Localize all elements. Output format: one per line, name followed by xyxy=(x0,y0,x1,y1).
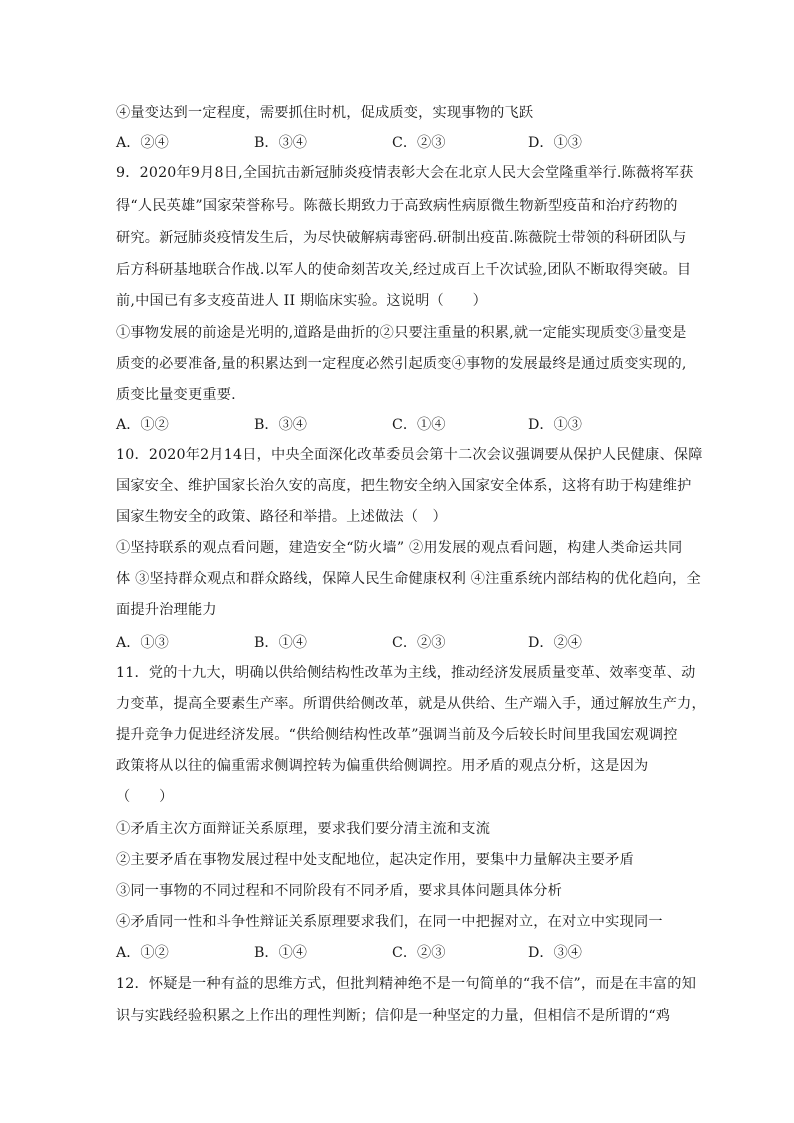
q9-option-a[interactable]: A．①② xyxy=(116,417,169,433)
q8-option-a[interactable]: A．②④ xyxy=(116,135,169,151)
q11-stem-line: 政策将从以往的偏重需求侧调控转为偏重供给侧调控。用矛盾的观点分析，这是因为 xyxy=(116,758,649,774)
q11-statement-1: ①矛盾主次方面辩证关系原理，要求我们要分清主流和支流 xyxy=(116,821,491,837)
q10-option-d[interactable]: D．②④ xyxy=(528,635,582,651)
q10-options xyxy=(116,633,676,653)
q9-stem-line: 9．2020年9月8日,全国抗击新冠肺炎疫情表彰大会在北京人民大会堂隆重举行.陈薇将军获 xyxy=(116,165,694,181)
q11-option-d[interactable]: D．③④ xyxy=(528,945,582,961)
q10-stem-line: 国家生物安全的政策、路径和举措。上述做法（ ） xyxy=(116,509,447,525)
q10-option-b[interactable]: B．①④ xyxy=(254,635,307,651)
q11-option-a[interactable]: A．①② xyxy=(116,945,169,961)
q8-option-c[interactable]: C．②③ xyxy=(392,135,446,151)
q8-options xyxy=(116,133,676,153)
q11-options xyxy=(116,943,676,963)
q12-stem-line: 12．怀疑是一种有益的思维方式，但批判精神绝不是一句简单的“我不信”，而是在丰富的知 xyxy=(116,976,697,992)
q8-statement-4: ④量变达到一定程度，需要抓住时机，促成质变，实现事物的飞跃 xyxy=(116,105,534,121)
q9-statement-line: 质变比量变更重要. xyxy=(116,387,236,403)
q9-stem-line: 前,中国已有多支疫苗进人 II 期临床实验。这说明（ ） xyxy=(116,293,488,309)
q9-stem-line: 研究。新冠肺炎疫情发生后，为尽快破解病毒密码.研制出疫苗.陈薇院士带领的科研团队与 xyxy=(116,230,687,246)
q11-answer-blank: （ ） xyxy=(116,789,174,805)
q9-stem-line: 得“人民英雄”国家荣誉称号。陈薇长期致力于高致病性病原微生物新型疫苗和治疗药物的 xyxy=(116,198,678,214)
q9-options xyxy=(116,415,676,435)
q9-statement-line: ①事物发展的前途是光明的,道路是曲折的②只要注重量的积累,就一定能实现质变③量变是 xyxy=(116,325,687,341)
q9-stem-line: 后方科研基地联合作战.以军人的使命刻苦攻关,经过成百上千次试验,团队不断取得突破。目 xyxy=(116,262,692,278)
q11-option-b[interactable]: B．①④ xyxy=(254,945,307,961)
q9-option-d[interactable]: D．①③ xyxy=(528,417,582,433)
q8-option-d[interactable]: D．①③ xyxy=(528,135,582,151)
q10-option-a[interactable]: A．①③ xyxy=(116,635,169,651)
q10-stem-line: 10．2020年2月14日，中央全面深化改革委员会第十二次会议强调要从保护人民健康、保障 xyxy=(116,447,703,463)
q11-statement-4: ④矛盾同一性和斗争性辩证关系原理要求我们，在同一中把握对立，在对立中实现同一 xyxy=(116,914,663,930)
q9-option-b[interactable]: B．③④ xyxy=(254,417,307,433)
q10-statement-line: 面提升治理能力 xyxy=(116,602,217,618)
q10-option-c[interactable]: C．②③ xyxy=(392,635,446,651)
q11-statement-3: ③同一事物的不同过程和不同阶段有不同矛盾，要求具体问题具体分析 xyxy=(116,883,563,899)
q10-stem-line: 国家安全、维护国家长治久安的高度，把生物安全纳入国家安全体系，这将有助于构建维护 xyxy=(116,478,692,494)
q11-stem-line: 11．党的十九大，明确以供给侧结构性改革为主线，推动经济发展质量变革、效率变革、动 xyxy=(116,665,696,681)
q11-stem-line: 力变革，提高全要素生产率。所谓供给侧改革，就是从供给、生产端入手，通过解放生产力， xyxy=(116,696,706,712)
q11-statement-2: ②主要矛盾在事物发展过程中处支配地位，起决定作用，要集中力量解决主要矛盾 xyxy=(116,852,634,868)
q9-statement-line: 质变的必要准备,量的积累达到一定程度必然引起质变④事物的发展最终是通过质变实现的, xyxy=(116,356,687,372)
q10-statement-line: 体 ③坚持群众观点和群众路线，保障人民生命健康权利 ④注重系统内部结构的优化趋向，全 xyxy=(116,571,701,587)
q10-statement-line: ①坚持联系的观点看问题，建造安全“防火墙” ②用发展的观点看问题，构建人类命运共同 xyxy=(116,540,683,556)
q11-stem-line: 提升竞争力促进经济发展。“供给侧结构性改革”强调当前及今后较长时间里我国宏观调控 xyxy=(116,727,678,743)
q11-option-c[interactable]: C．②③ xyxy=(392,945,446,961)
q8-option-b[interactable]: B．③④ xyxy=(254,135,307,151)
q9-option-c[interactable]: C．①④ xyxy=(392,417,446,433)
q12-stem-line: 识与实践经验积累之上作出的理性判断；信仰是一种坚定的力量，但相信不是所谓的“鸡 xyxy=(116,1008,671,1024)
